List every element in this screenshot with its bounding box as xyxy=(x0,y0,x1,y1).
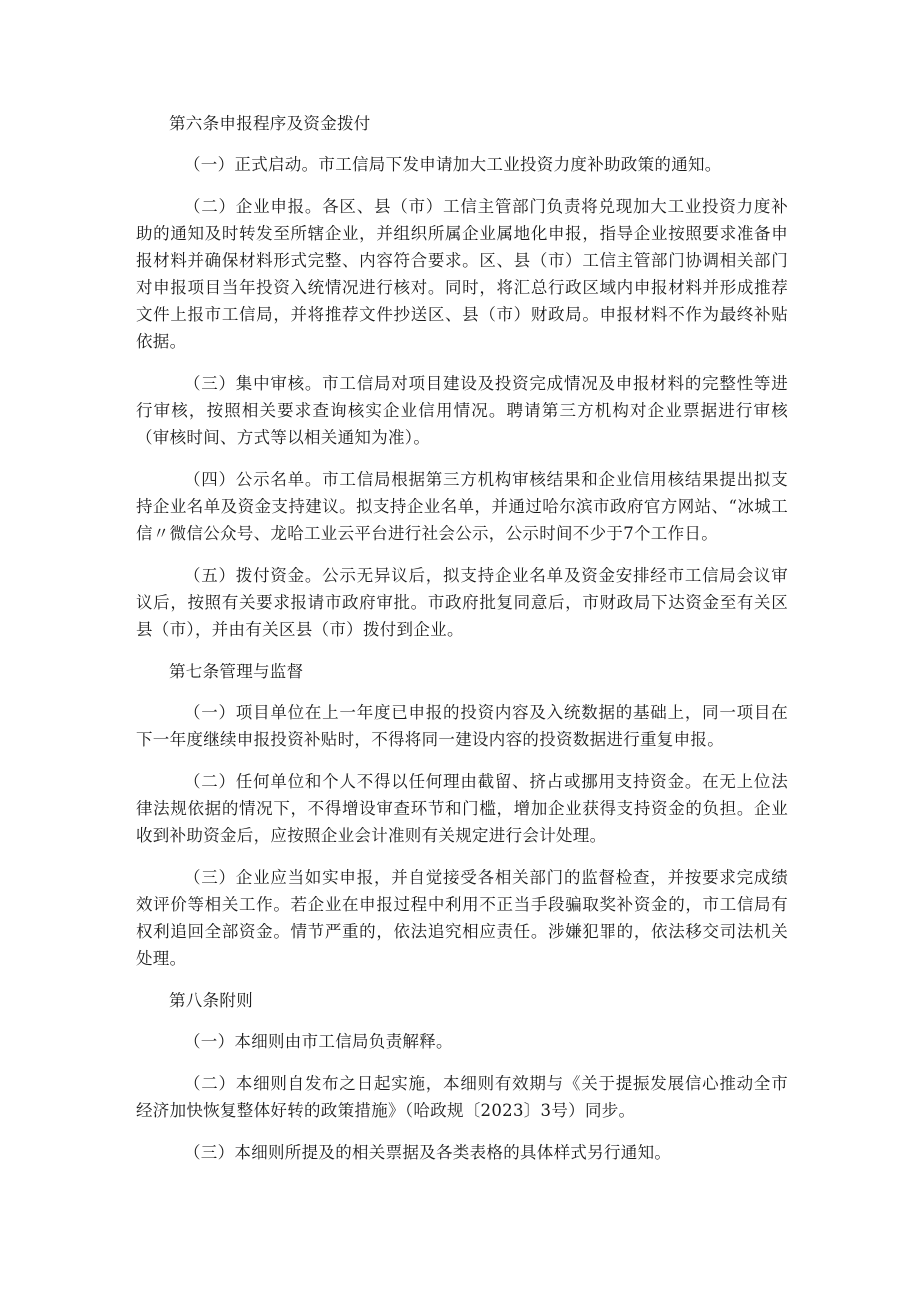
article-7-item-3: （三）企业应当如实申报，并自觉接受各相关部门的监督检查，并按要求完成绩效评价等相关工作。若企业在申报过程中利用不正当手段骗取奖补资金的，市工信局有权利追回全部资金。情节严重的，依法追究相应责任。涉嫌犯罪的，依法移交司法机关处理。 xyxy=(136,868,788,968)
article-8-item-1: （一）本细则由市工信局负责解释。 xyxy=(184,1032,453,1051)
article-6-item-1: （一）正式启动。市工信局下发申请加大工业投资力度补助政策的通知。 xyxy=(184,155,722,174)
article-6-item-4: （四）公示名单。市工信局根据第三方机构审核结果和企业信用核结果提出拟支持企业名单及资金支持建议。拟支持企业名单，并通过哈尔滨市政府官方网站、“冰城工信〃微信公众号、龙哈工业云平台进行社会公示，公示时间不少于7个工作日。 xyxy=(136,470,788,543)
article-6-item-3: （三）集中审核。市工信局对项目建设及投资完成情况及申报材料的完整性等进行审核，按照相关要求查询核实企业信用情况。聘请第三方机构对企业票据进行审核（审核时间、方式等以相关通知为准）。 xyxy=(136,374,788,447)
article-7-item-2: （二）任何单位和个人不得以任何理由截留、挤占或挪用支持资金。在无上位法律法规依据的情况下，不得增设审查环节和门槛，增加企业获得支持资金的负担。企业收到补助资金后，应按照企业会计准则有关规定进行会计处理。 xyxy=(136,772,788,845)
article-7-heading: 第七条管理与监督 xyxy=(169,662,304,681)
article-8-item-2: （二）本细则自发布之日起实施，本细则有效期与《关于提振发展信心推动全市经济加快恢复整体好转的政策措施》（哈政规〔2023〕3号）同步。 xyxy=(136,1074,788,1120)
article-6-item-2: （二）企业申报。各区、县（市）工信主管部门负责将兑现加大工业投资力度补助的通知及时转发至所辖企业，并组织所属企业属地化申报，指导企业按照要求准备申报材料并确保材料形式完整、内容符合要求。区、县（市）工信主管部门协调相关部门对申报项目当年投资入统情况进行核对。同时，将汇总行政区域内申报材料并形成推荐文件上报市工信局，并将推荐文件抄送区、县（市）财政局。申报材料不作为最终补贴依据。 xyxy=(136,197,788,351)
article-8-heading: 第八条附则 xyxy=(169,991,253,1010)
article-7-item-1: （一）项目单位在上一年度已申报的投资内容及入统数据的基础上，同一项目在下一年度继续申报投资补贴时，不得将同一建设内容的投资数据进行重复申报。 xyxy=(136,703,788,749)
article-6-heading: 第六条申报程序及资金拨付 xyxy=(169,114,371,133)
article-6-item-5: （五）拨付资金。公示无异议后，拟支持企业名单及资金安排经市工信局会议审议后，按照有关要求报请市政府审批。市政府批复同意后，市财政局下达资金至有关区县（市），并由有关区县（市）拨付到企业。 xyxy=(136,566,788,639)
article-8-item-3: （三）本细则所提及的相关票据及各类表格的具体样式另行通知。 xyxy=(184,1143,672,1162)
document-page xyxy=(136,110,788,1181)
